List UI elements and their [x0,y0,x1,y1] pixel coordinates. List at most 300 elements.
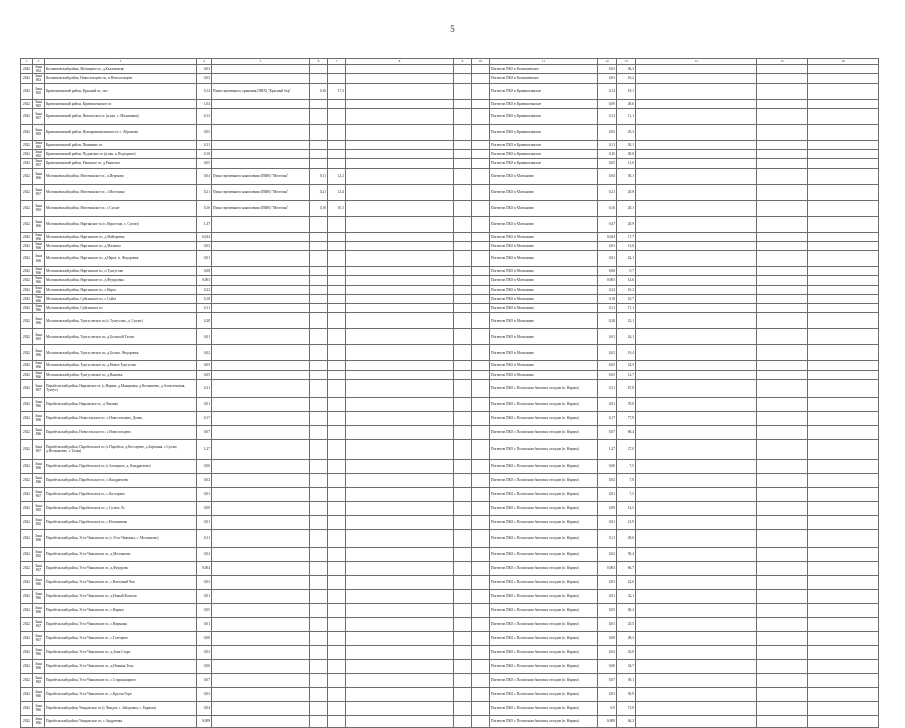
cell-a [310,108,328,124]
cell-empty [636,687,757,701]
cell-location: Парабельский район, Парабельское пс (с.Заозерное, д. Кондратьево) [45,459,197,473]
cell-v4: 0,05 [197,361,212,370]
cell-code: Зона 866 [33,397,45,411]
cell-empty [636,473,757,487]
cell-empty [757,715,808,727]
cell-location: Парабельский район, Чиндатское пс (с.Чиндат, с. Заборовка, с. Бирюля) [45,701,197,715]
cell-prop: Погектов ПБО в Молчаново [490,276,598,285]
cell-location: Кривошеинский район, Красный пс, пос [45,83,197,99]
cell-v13: 40,2 [617,603,636,617]
cell-water [212,425,310,439]
cell-code: Зона 866 [33,370,45,379]
cell-empty [454,267,472,276]
cell-year: 2022 [21,329,33,345]
cell-v4: 0,03 [197,65,212,74]
cell-a [310,276,328,285]
cell-year: 2022 [21,200,33,216]
cell-empty [757,645,808,659]
cell-location: Парабельский район, Новосельское пс, с.Новосельцево [45,425,197,439]
cell-v12: 0,14 [598,83,617,99]
table-row [21,589,879,603]
cell-a: 0,11 [310,168,328,184]
cell-empty [472,617,490,631]
cell-empty [636,294,757,303]
cell-empty [757,617,808,631]
cell-water [212,345,310,361]
cell-empty [346,659,454,673]
table-row [21,561,879,575]
cell-year: 2022 [21,645,33,659]
cell-empty [636,589,757,603]
cell-empty [808,589,879,603]
cell-empty [757,124,808,140]
cell-a: 0,16 [310,83,328,99]
cell-empty [757,529,808,547]
cell-prop: Погектов ПБО в Кривошеинское [490,150,598,159]
cell-empty [808,473,879,487]
cell-location: Парабельский район, Усть-Чижапское пс, с.Нарымка [45,617,197,631]
table-row [21,345,879,361]
table-row [21,529,879,547]
cell-v4: 0,05 [197,603,212,617]
cell-code: Зона 866 [33,603,45,617]
cell-empty [472,251,490,267]
cell-location: Парабельский район, Усть-Чижапское пс, с.Староназарово [45,673,197,687]
cell-v12: 0,01 [598,329,617,345]
cell-v4: 0,02 [197,645,212,659]
cell-empty [636,124,757,140]
cell-v12: 0,12 [598,108,617,124]
cell-year: 2022 [21,379,33,397]
cell-prop: Погектов ПБО в Молчаново [490,168,598,184]
column-number-8: 8 [346,59,454,65]
cell-water [212,397,310,411]
table-row [21,241,879,250]
cell-empty [636,83,757,99]
column-number-5: 5 [212,59,310,65]
column-number-1: 1 [21,59,33,65]
cell-empty [454,515,472,529]
cell-prop: Погектов ПБО с Полигоном бытовых отходов (п. Нарым) [490,659,598,673]
cell-empty [472,529,490,547]
cell-empty [346,459,454,473]
cell-b [328,108,346,124]
cell-empty [454,285,472,294]
cell-empty [808,487,879,501]
cell-year: 2022 [21,294,33,303]
cell-v4: 0,21 [197,184,212,200]
cell-empty [472,425,490,439]
cell-location: Парабельский район, Усть-Чижапское пс, с.Нарым [45,603,197,617]
cell-prop: Погектов ПБО с Полигоном бытовых отходов (п. Нарым) [490,631,598,645]
cell-year: 2022 [21,487,33,501]
cell-year: 2022 [21,124,33,140]
cell-empty [472,645,490,659]
cell-location: Молчановский район, Наргинское пс, д.Нарга, п. Федоровка [45,251,197,267]
column-number-7: 7 [328,59,346,65]
cell-location: Молчановский район, Нарганское пс (с.Нарга-кап, с. Сулзат) [45,216,197,232]
cell-water [212,603,310,617]
cell-v13: 10,7 [617,294,636,303]
cell-location: Парабельский район, Парабельское пс, с.Костарево [45,487,197,501]
cell-prop: Погектов ПБО с Полигоном бытовых отходов (п. Нарым) [490,411,598,425]
cell-code: Зона 866 [33,304,45,313]
cell-code: Зона 865 [33,140,45,149]
cell-location: Молчановский район, Могочинское пс, п.Игреково [45,168,197,184]
table-row [21,439,879,459]
table-row [21,65,879,74]
cell-b [328,547,346,561]
cell-empty [472,74,490,83]
cell-water [212,285,310,294]
cell-code: Зона 866 [33,267,45,276]
cell-empty [454,561,472,575]
cell-code: Зона 865 [33,329,45,345]
cell-b [328,159,346,168]
cell-empty [454,379,472,397]
cell-location: Молчановский район, Тунгусовское пс, д.Новое Тунгусово [45,361,197,370]
cell-code: Зона 866 [33,645,45,659]
cell-empty [808,345,879,361]
cell-v12: 0,11 [598,140,617,149]
cell-v13: 20,1 [617,200,636,216]
cell-location: Молчановский район, Тунгусовское пс, д.Ваковка [45,370,197,379]
cell-year: 2022 [21,74,33,83]
cell-empty [346,140,454,149]
cell-a [310,701,328,715]
cell-location: Кривошеинский район, Ракитное пс, д.Ракитное [45,159,197,168]
cell-empty [346,313,454,329]
table-row [21,294,879,303]
cell-v13: 39,1 [617,673,636,687]
cell-a [310,673,328,687]
cell-empty [636,216,757,232]
cell-v13: 28,6 [617,99,636,108]
cell-water: Пункт временного хранения (ПВХ) "Красный бор" [212,83,310,99]
cell-code: Зона 866 [33,285,45,294]
cell-water: Пункт временного накопления (ПВН) "Могочин" [212,168,310,184]
cell-empty [808,150,879,159]
cell-prop: Погектов ПБО в Молчаново [490,216,598,232]
cell-a [310,370,328,379]
cell-code: Зона 866 [33,216,45,232]
cell-a: 0,21 [310,184,328,200]
cell-location: Парабельский район, Парабельское пс (с.Парабель, д.Костарево, д.Заречная, с.Сулзат, д.Нельмачево, с.Талья) [45,439,197,459]
cell-a [310,361,328,370]
cell-b [328,459,346,473]
cell-empty [472,487,490,501]
cell-v12: 0,16 [598,150,617,159]
cell-prop: Погектов ПБО в Молчаново [490,329,598,345]
cell-b [328,124,346,140]
cell-v4: 0,06 [197,659,212,673]
cell-v12: 0,09 [598,501,617,515]
cell-empty [454,159,472,168]
cell-v12: 0,003 [598,276,617,285]
cell-water [212,673,310,687]
cell-a [310,329,328,345]
cell-empty [636,108,757,124]
cell-empty [808,370,879,379]
cell-a [310,487,328,501]
cell-code: Зона 866 [33,276,45,285]
cell-code: Зона 867 [33,561,45,575]
cell-water [212,529,310,547]
cell-empty [636,561,757,575]
cell-year: 2022 [21,313,33,329]
cell-empty [757,216,808,232]
cell-empty [472,501,490,515]
cell-empty [472,659,490,673]
cell-empty [757,603,808,617]
cell-v13: 0,7 [617,267,636,276]
cell-empty [757,473,808,487]
cell-empty [808,425,879,439]
cell-empty [454,501,472,515]
cell-year: 2022 [21,547,33,561]
cell-empty [808,65,879,74]
cell-water [212,687,310,701]
cell-a [310,251,328,267]
cell-b [328,267,346,276]
cell-prop: Погектов ПБО с Полигоном бытовых отходов (п. Нарым) [490,617,598,631]
cell-v12: 0,11 [598,304,617,313]
cell-year: 2022 [21,575,33,589]
cell-b [328,603,346,617]
cell-year: 2022 [21,529,33,547]
cell-a [310,515,328,529]
cell-empty [346,411,454,425]
table-row [21,150,879,159]
cell-year: 2022 [21,603,33,617]
cell-empty [472,304,490,313]
cell-v12: 0,008 [598,715,617,727]
cell-empty [472,313,490,329]
cell-v13: 67,8 [617,379,636,397]
cell-b [328,304,346,313]
cell-year: 2022 [21,361,33,370]
cell-empty [346,150,454,159]
cell-empty [346,361,454,370]
cell-prop: Погектов ПБО с Полигоном бытовых отходов (п. Нарым) [490,397,598,411]
cell-v13: 16,2 [617,74,636,83]
cell-b [328,501,346,515]
cell-v4: 0,17 [197,411,212,425]
cell-a [310,575,328,589]
cell-v13: 12,7 [617,370,636,379]
cell-empty [454,575,472,589]
cell-a [310,687,328,701]
cell-b [328,140,346,149]
cell-v13: 68,4 [617,425,636,439]
table-row [21,547,879,561]
cell-b: 17,3 [328,83,346,99]
cell-empty [472,673,490,687]
cell-empty [808,687,879,701]
cell-empty [346,617,454,631]
cell-location: Молчановский район, Наргинское пс, д.Малково [45,241,197,250]
cell-b [328,673,346,687]
cell-v13: 20,8 [617,184,636,200]
cell-v12: 0,01 [598,589,617,603]
cell-empty [472,276,490,285]
cell-code: Зона 862 [33,65,45,74]
cell-v12: 0,03 [598,575,617,589]
cell-code: Зона 863 [33,74,45,83]
cell-water [212,701,310,715]
cell-empty [636,515,757,529]
cell-empty [472,439,490,459]
cell-v13: 19,4 [617,345,636,361]
cell-year: 2022 [21,304,33,313]
table-row [21,673,879,687]
cell-empty [454,361,472,370]
cell-empty [757,329,808,345]
table-row [21,267,879,276]
cell-prop: Погектов ПБО с Полигоном бытовых отходов (п. Нарым) [490,561,598,575]
cell-v13: 27,0 [617,439,636,459]
cell-v4: 0,08 [197,267,212,276]
cell-v12: 0,07 [598,425,617,439]
cell-location: Парабельский район, Усть-Чижапское пс (с.Усть-Чижапка, с. Молчаново) [45,529,197,547]
cell-prop: Погектов ПБО с Полигоном бытовых отходов (п. Нарым) [490,687,598,701]
cell-empty [346,74,454,83]
cell-v4: 0,18 [197,294,212,303]
cell-v4: 0,05 [197,159,212,168]
table-row [21,159,879,168]
cell-a [310,589,328,603]
cell-v4: 0,04 [197,701,212,715]
cell-a [310,715,328,727]
cell-v13: 21,9 [617,515,636,529]
cell-b [328,439,346,459]
cell-water [212,645,310,659]
cell-year: 2022 [21,459,33,473]
cell-empty [454,589,472,603]
cell-v13: 50,1 [617,168,636,184]
cell-empty [346,276,454,285]
cell-v13: 36,3 [617,65,636,74]
cell-v4: 0,31 [197,379,212,397]
cell-empty [757,99,808,108]
cell-water [212,501,310,515]
cell-year: 2022 [21,241,33,250]
cell-water [212,411,310,425]
table-row [21,74,879,83]
cell-b [328,99,346,108]
cell-empty [757,267,808,276]
cell-empty [472,379,490,397]
cell-a [310,397,328,411]
cell-b [328,589,346,603]
cell-v13: 25,5 [617,617,636,631]
cell-location: Парабельский район, Усть-Чижапское пс, д.Нижняя Тоял [45,659,197,673]
cell-v13: 43,9 [617,645,636,659]
cell-b [328,645,346,659]
cell-v12: 0,05 [598,370,617,379]
cell-year: 2022 [21,159,33,168]
cell-v13: 11,0 [617,159,636,168]
cell-empty [454,200,472,216]
cell-v13: 77,9 [617,411,636,425]
cell-v12: 0,0 [598,701,617,715]
cell-prop: Погектов ПБО в Молчаново [490,361,598,370]
cell-empty [346,645,454,659]
cell-a [310,216,328,232]
cell-code: Зона 866 [33,459,45,473]
cell-year: 2022 [21,216,33,232]
cell-prop: Погектов ПБО в Кривошеинское [490,83,598,99]
cell-location: Парабельский район, Чиндатское пс, с.Андреевка [45,715,197,727]
cell-a [310,345,328,361]
cell-v4: 0,01 [197,251,212,267]
cell-v13: 7,0 [617,473,636,487]
cell-empty [346,329,454,345]
cell-year: 2022 [21,425,33,439]
cell-empty [346,168,454,184]
cell-v12: 0,03 [598,241,617,250]
cell-v13: 17,7 [617,232,636,241]
cell-empty [757,439,808,459]
cell-b [328,285,346,294]
cell-v12: 0,05 [598,124,617,140]
cell-v13: 50,9 [617,687,636,701]
cell-year: 2022 [21,276,33,285]
cell-a [310,159,328,168]
cell-prop: Погектов ПБО в Молчаново [490,200,598,216]
cell-a [310,294,328,303]
cell-empty [636,241,757,250]
cell-prop: Погектов ПБО в Молчаново [490,313,598,329]
cell-v13: 18,1 [617,83,636,99]
table-row [21,140,879,149]
table-row [21,379,879,397]
cell-empty [757,150,808,159]
table-row [21,200,879,216]
cell-v12: 0,08 [598,267,617,276]
cell-empty [757,251,808,267]
cell-empty [757,379,808,397]
cell-empty [636,659,757,673]
cell-b [328,232,346,241]
table-row [21,659,879,673]
cell-empty [454,687,472,701]
cell-empty [757,411,808,425]
cell-v12: 0,01 [598,397,617,411]
cell-empty [472,701,490,715]
cell-prop: Погектов ПБО с Полигоном бытовых отходов (п. Нарым) [490,575,598,589]
cell-v4: 0,08 [197,631,212,645]
cell-empty [454,603,472,617]
cell-empty [346,589,454,603]
cell-code: Зона 866 [33,313,45,329]
cell-empty [472,575,490,589]
table-row [21,645,879,659]
cell-water [212,251,310,267]
cell-prop: Погектов ПБО с Полигоном бытовых отходов (п. Нарым) [490,515,598,529]
cell-empty [454,276,472,285]
cell-empty [757,140,808,149]
cell-water [212,459,310,473]
cell-empty [346,124,454,140]
cell-code: Зона 866 [33,294,45,303]
cell-empty [346,251,454,267]
cell-b [328,687,346,701]
table-row [21,168,879,184]
cell-v13: 30,6 [617,150,636,159]
column-number-14: 14 [636,59,757,65]
cell-empty [636,501,757,515]
